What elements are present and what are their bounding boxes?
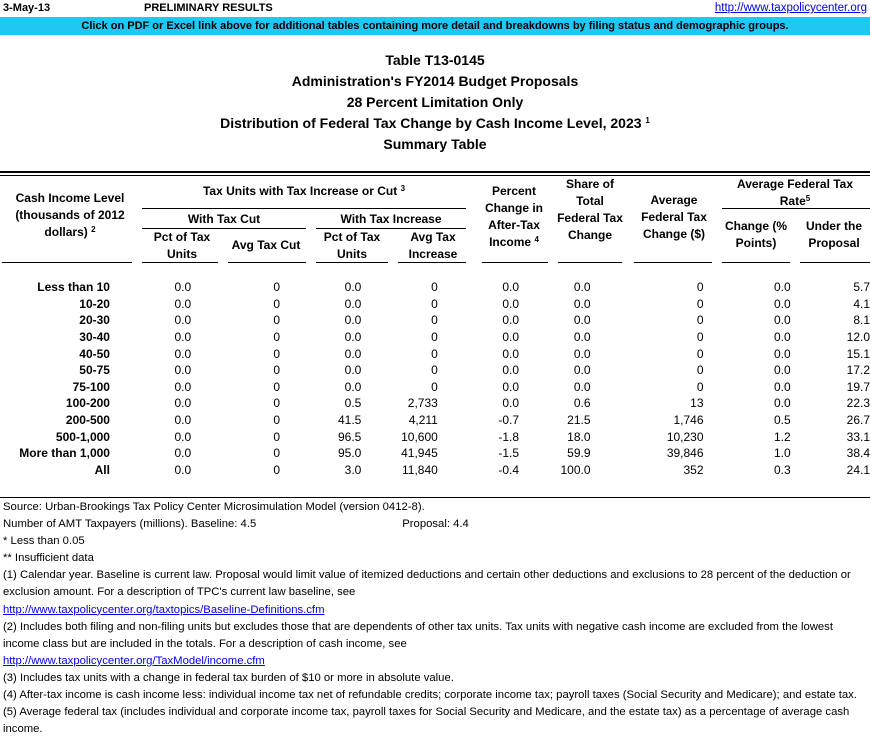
cell-rate-under-proposal: 19.7 [846, 379, 870, 394]
col-group-with-tax-cut: With Tax Cut [187, 212, 261, 226]
cell-rate-change: 0.0 [773, 346, 791, 361]
cell-rate-change: 0.0 [773, 280, 791, 295]
income-definition-link[interactable]: http://www.taxpolicycenter.org/TaxModel/income.cfm [3, 654, 265, 667]
amt-note [3, 516, 869, 533]
note-5: (5) Average federal tax (includes individual and corporate income tax, payroll taxes for Social Security and Medicare, and the estate tax) as a percentage of average cash income. [3, 706, 850, 736]
underline [398, 262, 466, 263]
note-4: (4) After-tax income is cash income less: individual income tax net of refundable credits; corporate income tax; payroll taxes (Social Security and Medicare); and estate tax. [3, 689, 857, 702]
cell-avg-fed-tax-change: 0 [696, 346, 704, 361]
cell-pct-units-cut: 0.0 [174, 280, 192, 295]
cell-avg-fed-tax-change: 1,746 [673, 413, 704, 428]
amt-baseline: Number of AMT Taxpayers (millions). Baseline: 4.5 [3, 518, 257, 531]
cell-avg-fed-tax-change: 0 [696, 363, 704, 378]
cell-avg-fed-tax-change: 352 [683, 462, 704, 477]
cell-rate-under-proposal: 26.7 [846, 413, 870, 428]
preliminary-label: PRELIMINARY RESULTS [144, 2, 273, 14]
cell-pct-change-after-tax: 0.0 [502, 379, 520, 394]
cell-rate-under-proposal: 15.1 [846, 346, 870, 361]
cell-avg-tax-increase: 0 [431, 363, 438, 378]
note-1: (1) Calendar year. Baseline is current law. Proposal would limit value of itemized deductions and certain other deductions and exclusions to 28 percent of the deduction or exclusion amount. For a description of TPC's current law baseline, see [3, 569, 851, 599]
cell-avg-tax-increase: 41,945 [401, 446, 438, 461]
cell-pct-units-cut: 0.0 [174, 413, 192, 428]
cell-avg-tax-cut: 0 [273, 296, 281, 311]
cell-pct-units-cut: 0.0 [174, 296, 192, 311]
cell-pct-change-after-tax: 0.0 [502, 330, 520, 345]
cell-pct-units-inc: 0.0 [344, 379, 362, 394]
cell-avg-fed-tax-change: 0 [696, 296, 704, 311]
cell-avg-tax-increase: 10,600 [401, 429, 438, 444]
table-row [0, 362, 870, 379]
cell-pct-change-after-tax: -1.8 [498, 429, 520, 444]
cell-avg-tax-cut: 0 [273, 396, 281, 411]
cell-pct-units-inc: 0.0 [344, 346, 362, 361]
cell-share-total: 0.0 [573, 330, 591, 345]
cell-avg-fed-tax-change: 0 [696, 379, 704, 394]
description-text: Distribution of Federal Tax Change by Cash Income Level, 2023 [220, 115, 642, 131]
underline [558, 262, 622, 263]
cell-avg-tax-cut: 0 [273, 280, 281, 295]
underline [634, 262, 712, 263]
cell-avg-tax-increase: 2,733 [407, 396, 438, 411]
cell-share-total: 21.5 [567, 413, 591, 428]
cell-avg-tax-increase: 0 [431, 313, 438, 328]
underline [722, 208, 870, 209]
footnote-ref: 1 [645, 116, 650, 125]
cell-pct-change-after-tax: 0.0 [502, 313, 520, 328]
cell-avg-tax-increase: 0 [431, 296, 438, 311]
note-2: (2) Includes both filing and non-filing units but excludes those that are dependents of other tax units. Tax units with negative cash income are excluded from the lowest income class but are included in the totals. For a description of cash income, see [3, 620, 833, 650]
footnote-ref: 3 [400, 184, 406, 193]
cell-pct-units-inc: 0.0 [344, 330, 362, 345]
cell-pct-change-after-tax: 0.0 [502, 363, 520, 378]
cell-pct-change-after-tax: -0.4 [498, 462, 520, 477]
cell-rate-under-proposal: 38.4 [846, 446, 870, 461]
cell-avg-tax-cut: 0 [273, 363, 281, 378]
underline [316, 262, 388, 263]
cell-avg-tax-cut: 0 [273, 313, 281, 328]
cell-rate-change: 0.0 [773, 396, 791, 411]
summary-label: Summary Table [383, 136, 487, 152]
cell-pct-units-inc: 0.0 [344, 363, 362, 378]
cell-avg-tax-cut: 0 [273, 429, 281, 444]
cell-avg-fed-tax-change: 39,846 [666, 446, 704, 461]
cell-pct-units-cut: 0.0 [174, 346, 192, 361]
table-row [0, 345, 870, 362]
cell-avg-tax-increase: 0 [431, 330, 438, 345]
cell-share-total: 59.9 [567, 446, 591, 461]
col-income-level [0, 190, 140, 241]
cell-income-level: 10-20 [79, 296, 110, 311]
source-note: Source: Urban-Brookings Tax Policy Center Microsimulation Model (version 0412-8). [3, 501, 425, 513]
cell-rate-under-proposal: 22.3 [846, 396, 870, 411]
col-share-total: Share of Total Federal Tax Change [557, 177, 623, 242]
cell-income-level: More than 1,000 [19, 446, 110, 461]
cell-income-level: 100-200 [65, 396, 110, 411]
table-row [0, 379, 870, 396]
cell-avg-fed-tax-change: 0 [696, 330, 704, 345]
cell-share-total: 0.0 [573, 313, 591, 328]
cell-share-total: 0.0 [573, 280, 591, 295]
cell-avg-tax-increase: 0 [431, 379, 438, 394]
cell-avg-tax-increase: 0 [431, 280, 438, 295]
table-titles [0, 50, 870, 155]
underline [142, 208, 466, 209]
col-pct-units-cut: Pct of Tax Units [153, 230, 211, 261]
cell-rate-change: 1.0 [773, 446, 791, 461]
table-row [0, 462, 870, 479]
cell-avg-tax-cut: 0 [273, 462, 281, 477]
cell-avg-tax-cut: 0 [273, 413, 281, 428]
tpc-site-link[interactable]: http://www.taxpolicycenter.org [714, 2, 867, 14]
table-subtitle: 28 Percent Limitation Only [346, 94, 524, 110]
cell-rate-under-proposal: 24.1 [846, 462, 870, 477]
cell-pct-units-inc: 0.0 [344, 296, 362, 311]
cell-income-level: 30-40 [79, 330, 110, 345]
cell-pct-units-cut: 0.0 [174, 396, 192, 411]
col-pct-change-text: Percent Change in After-Tax Income [484, 184, 543, 249]
cell-share-total: 18.0 [567, 429, 591, 444]
cell-pct-change-after-tax: 0.0 [502, 280, 520, 295]
footnote-ref: 4 [534, 235, 539, 244]
cell-income-level: 75-100 [72, 379, 110, 394]
cell-avg-tax-cut: 0 [273, 379, 281, 394]
cell-pct-units-cut: 0.0 [174, 379, 192, 394]
col-under-proposal: Under the Proposal [805, 219, 862, 250]
cell-share-total: 0.0 [573, 379, 591, 394]
cell-rate-change: 0.5 [773, 413, 791, 428]
cell-income-level: 20-30 [79, 313, 110, 328]
cell-pct-units-inc: 96.5 [337, 429, 362, 444]
col-income-level-text: Cash Income Level (thousands of 2012 dollars) [15, 191, 125, 239]
cell-avg-tax-cut: 0 [273, 346, 281, 361]
table-row [0, 428, 870, 445]
info-banner: Click on PDF or Excel link above for additional tables containing more detail and breakdowns by filing status and demographic groups. [0, 17, 870, 35]
cell-pct-units-cut: 0.0 [174, 313, 192, 328]
table-row [0, 329, 870, 346]
amt-proposal: Proposal: 4.4 [402, 518, 469, 531]
less-than-note: * Less than 0.05 [3, 535, 85, 548]
cell-income-level: 50-75 [79, 363, 110, 378]
cell-avg-fed-tax-change: 13 [690, 396, 704, 411]
cell-rate-change: 0.0 [773, 296, 791, 311]
table-row [0, 395, 870, 412]
cell-pct-units-cut: 0.0 [174, 363, 192, 378]
col-change-pct-points: Change (% Points) [724, 219, 787, 250]
note-3: (3) Includes tax units with a change in federal tax burden of $10 or more in absolute value. [3, 671, 454, 684]
cell-rate-change: 0.0 [773, 313, 791, 328]
col-avg-tax-increase: Avg Tax Increase [408, 230, 458, 261]
cell-share-total: 100.0 [560, 462, 591, 477]
baseline-definitions-link[interactable]: http://www.taxpolicycenter.org/taxtopics/Baseline-Definitions.cfm [3, 603, 325, 616]
underline [142, 262, 218, 263]
cell-pct-change-after-tax: 0.0 [502, 346, 520, 361]
underline [2, 262, 132, 263]
cell-pct-units-inc: 0.0 [344, 313, 362, 328]
table-row [0, 412, 870, 429]
footer-rule [0, 497, 870, 498]
cell-avg-tax-cut: 0 [273, 446, 281, 461]
cell-avg-tax-increase: 0 [431, 346, 438, 361]
cell-share-total: 0.0 [573, 363, 591, 378]
cell-rate-change: 0.3 [773, 462, 791, 477]
group-label: Tax Units with Tax Increase or Cut [202, 184, 398, 198]
cell-pct-change-after-tax: -1.5 [498, 446, 520, 461]
underline [722, 262, 790, 263]
footnotes [3, 499, 869, 738]
cell-pct-units-inc: 3.0 [344, 462, 362, 477]
col-pct-units-inc: Pct of Tax Units [323, 230, 381, 261]
summary-table [0, 279, 870, 478]
cell-pct-change-after-tax: -0.7 [498, 413, 520, 428]
underline [228, 262, 306, 263]
cell-avg-fed-tax-change: 10,230 [666, 429, 704, 444]
table-row [0, 445, 870, 462]
underline [482, 262, 548, 263]
col-avg-fed-tax-change: Average Federal Tax Change ($) [641, 193, 707, 241]
cell-share-total: 0.6 [573, 396, 591, 411]
cell-income-level: All [94, 462, 110, 477]
cell-pct-units-inc: 0.5 [344, 396, 362, 411]
table-description [0, 113, 870, 134]
cell-avg-tax-cut: 0 [273, 330, 281, 345]
cell-share-total: 0.0 [573, 296, 591, 311]
cell-rate-under-proposal: 8.1 [853, 313, 870, 328]
col-pct-change-after-tax [480, 183, 548, 251]
cell-pct-change-after-tax: 0.0 [502, 296, 520, 311]
col-group-with-tax-increase: With Tax Increase [340, 212, 442, 226]
table-title: Administration's FY2014 Budget Proposals [291, 73, 579, 89]
report-date: 3-May-13 [3, 2, 51, 14]
cell-pct-units-cut: 0.0 [174, 330, 192, 345]
cell-rate-change: 1.2 [773, 429, 791, 444]
col-group-avg-rate [722, 176, 868, 210]
cell-avg-tax-increase: 11,840 [402, 462, 438, 477]
table-row [0, 296, 870, 313]
underline [800, 262, 870, 263]
cell-rate-under-proposal: 4.1 [853, 296, 870, 311]
cell-income-level: Less than 10 [37, 280, 110, 295]
col-avg-tax-cut: Avg Tax Cut [231, 238, 301, 252]
group-label: Average Federal Tax Rate [736, 177, 854, 208]
cell-avg-fed-tax-change: 0 [696, 313, 704, 328]
cell-pct-units-inc: 95.0 [337, 446, 362, 461]
cell-pct-units-cut: 0.0 [174, 429, 192, 444]
cell-income-level: 40-50 [79, 346, 110, 361]
insufficient-note: ** Insufficient data [3, 552, 94, 565]
cell-pct-units-cut: 0.0 [174, 446, 192, 461]
footnote-ref: 2 [91, 225, 96, 234]
cell-income-level: 500-1,000 [55, 429, 110, 444]
cell-rate-under-proposal: 17.2 [846, 363, 870, 378]
footnote-ref: 5 [805, 194, 811, 203]
cell-rate-change: 0.0 [773, 330, 791, 345]
cell-rate-under-proposal: 33.1 [846, 429, 870, 444]
cell-avg-fed-tax-change: 0 [696, 280, 704, 295]
cell-rate-under-proposal: 12.0 [846, 330, 870, 345]
cell-income-level: 200-500 [65, 413, 110, 428]
cell-pct-units-inc: 0.0 [344, 280, 362, 295]
table-number: Table T13-0145 [385, 52, 485, 68]
cell-rate-change: 0.0 [773, 363, 791, 378]
cell-pct-change-after-tax: 0.0 [502, 396, 520, 411]
table-row [0, 279, 870, 296]
top-line [0, 0, 870, 16]
cell-share-total: 0.0 [573, 346, 591, 361]
cell-avg-tax-increase: 4,211 [408, 413, 438, 428]
col-group-tax-units [142, 183, 466, 200]
cell-rate-under-proposal: 5.7 [853, 280, 870, 295]
cell-rate-change: 0.0 [773, 379, 791, 394]
table-row [0, 312, 870, 329]
cell-pct-units-inc: 41.5 [337, 413, 362, 428]
cell-pct-units-cut: 0.0 [174, 462, 192, 477]
